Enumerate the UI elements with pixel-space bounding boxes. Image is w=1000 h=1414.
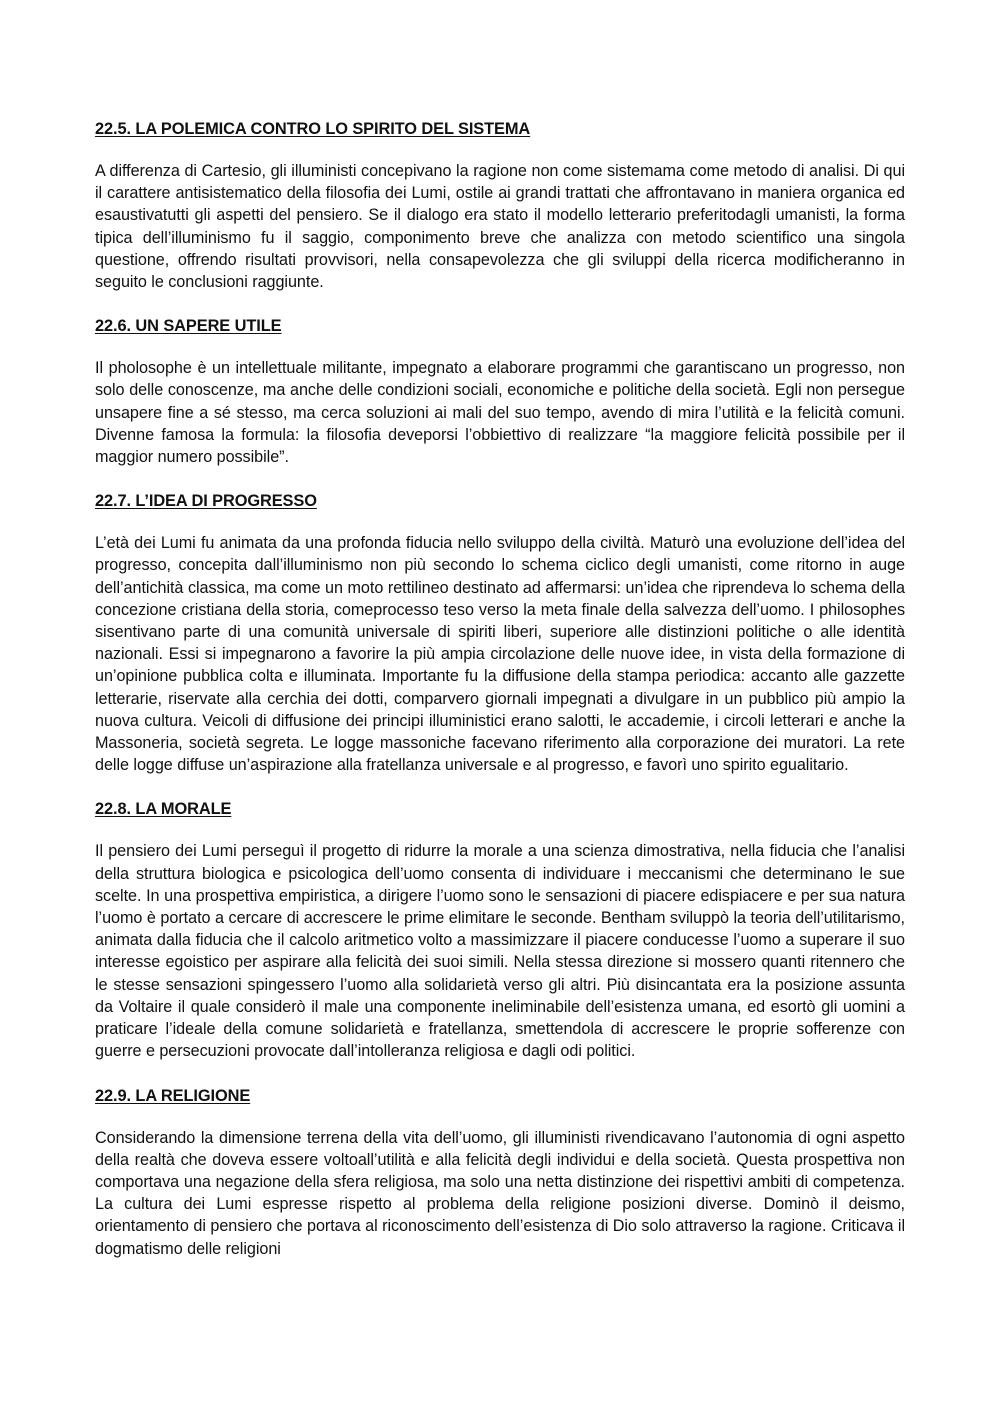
section-heading: 22.6. UN SAPERE UTILE xyxy=(95,317,282,336)
section-heading: 22.8. LA MORALE xyxy=(95,800,232,819)
document-page xyxy=(95,118,905,1282)
section-sapere-utile xyxy=(95,315,905,468)
section-heading: 22.5. LA POLEMICA CONTRO LO SPIRITO DEL SISTEMA xyxy=(95,120,531,138)
section-paragraph: L’età dei Lumi fu animata da una profonda fiducia nello sviluppo della civiltà. Maturò una evoluzione dell’idea del progresso, concepita dall’illuminismo non più secondo lo schema ciclico degli umanisti, come ritorno in auge dell’antichità classica, ma come un moto rettilineo destinato ad affermarsi: un’idea che riprendeva lo schema della concezione cristiana della storia, comeprocesso teso verso la meta finale della salvezza dell’uomo. I philosophes sisentivano parte di una comunità universale di spiriti liberi, superiore alle distinzioni politiche o alle identità nazionali. Essi si impegnarono a favorire la più ampia circolazione delle nuove idee, in vista della formazione di un’opinione pubblica colta e illuminata. Importante fu la diffusione della stampa periodica: accanto alle gazzette letterarie, riservate alla cerchia dei dotti, comparvero giornali impegnati a divulgare in un pubblico più ampio la nuova cultura. Veicoli di diffusione dei principi illuministici erano salotti, le accademie, i circoli letterari e anche la Massoneria, società segreta. Le logge massoniche facevano riferimento alla corporazione dei muratori. La rete delle logge diffuse un’aspirazione alla fratellanza universale e al progresso, e favorì uno spirito egualitario. xyxy=(95,534,905,775)
section-paragraph: Il pholosophe è un intellettuale militante, impegnato a elaborare programmi che garantiscano un progresso, non solo delle conoscenze, ma anche delle condizioni sociali, economiche e politiche della società. Egli non persegue unsapere fine a sé stesso, ma cerca soluzioni ai mali del suo tempo, avendo di mira l’utilità e la felicità comuni. Divenne famosa la formula: la filosofia deveporsi l’obbiettivo di realizzare “la maggiore felicità possibile per il maggior numero possibile”. xyxy=(95,359,905,467)
section-idea-progresso xyxy=(95,490,905,776)
section-polemica xyxy=(95,118,905,293)
section-paragraph: A differenza di Cartesio, gli illuministi concepivano la ragione non come sistemama come metodo di analisi. Di qui il carattere antisistematico della filosofia dei Lumi, ostile ai grandi trattati che affrontavano in maniera organica ed esaustivatutti gli aspetti del pensiero. Se il dialogo era stato il modello letterario preferitodagli umanisti, la forma tipica dell’illuminismo fu il saggio, componimento breve che analizza con metodo scientifico una singola questione, offrendo risultati provvisori, nella consapevolezza che gli sviluppi della ricerca modificheranno in seguito le conclusioni raggiunte. xyxy=(95,162,905,292)
section-morale xyxy=(95,798,905,1062)
section-paragraph: Considerando la dimensione terrena della vita dell’uomo, gli illuministi rivendicavano l’autonomia di ogni aspetto della realtà che doveva essere voltoall’utilità e alla felicità degli individui e della società. Questa prospettiva non comportava una negazione della sfera religiosa, ma solo una netta distinzione dei rispettivi ambiti di competenza. La cultura dei Lumi espresse rispetto al problema della religione posizioni diverse. Dominò il deismo, orientamento di pensiero che portava al riconoscimento dell’esistenza di Dio solo attraverso la ragione. Criticava il dogmatismo delle religioni xyxy=(95,1128,905,1258)
section-heading: 22.9. LA RELIGIONE xyxy=(95,1086,251,1105)
section-heading: 22.7. L’IDEA DI PROGRESSO xyxy=(95,492,317,511)
section-religione xyxy=(95,1085,905,1260)
section-paragraph: Il pensiero dei Lumi perseguì il progetto di ridurre la morale a una scienza dimostrativa, nella fiducia che l’analisi della struttura biologica e psicologica dell’uomo consenta di individuare i meccanismi che determinano le sue scelte. In una prospettiva empiristica, a dirigere l’uomo sono le sensazioni di piacere edispiacere e per sua natura l’uomo è portato a cercare di accrescere le prime elimitare le seconde. Bentham sviluppò la teoria dell’utilitarismo, animata dalla fiducia che il calcolo aritmetico volto a massimizzare il piacere conducesse l’uomo a superare il suo interesse egoistico per aspirare alla felicità dei suoi simili. Nella stessa direzione si mossero quanti ritennero che le stesse sensazioni spingessero l’uomo alla solidarietà verso gli altri. Più disincantata era la posizione assunta da Voltaire il quale considerò il male una componente ineliminabile dell’esistenza umana, ed esortò gli uomini a praticare l’ideale della comune solidarietà e fratellanza, smettendola di accrescere le proprie sofferenze con guerre e persecuzioni provocate dall’intolleranza religiosa e dagli odi politici. xyxy=(95,842,905,1061)
